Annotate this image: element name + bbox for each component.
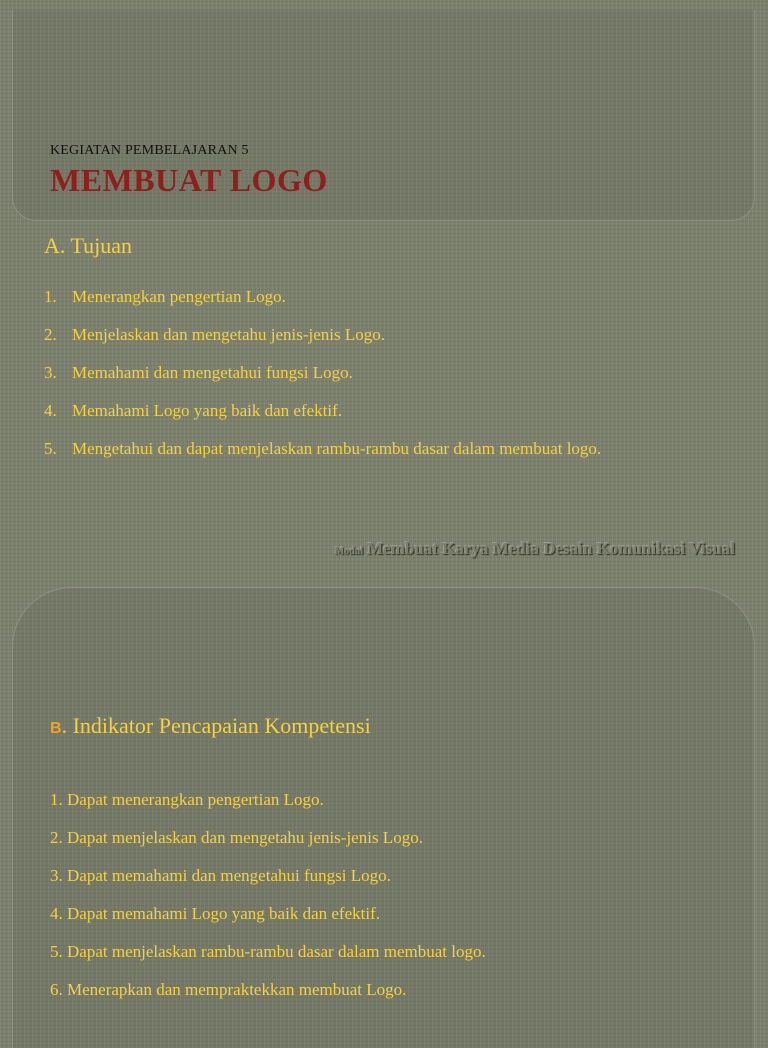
- page-title: MEMBUAT LOGO: [50, 162, 328, 198]
- list-item: 1. Dapat menerangkan pengertian Logo.: [50, 790, 324, 809]
- list-item: [44, 278, 724, 316]
- list-number: 1.: [44, 287, 57, 306]
- section-heading-text: . Indikator Pencapaian Kompetensi: [61, 713, 371, 738]
- list-item: [44, 354, 724, 392]
- list-item: 5. Dapat menjelaskan rambu-rambu dasar dalam membuat logo.: [50, 942, 486, 961]
- list-item: [44, 316, 724, 354]
- slide-indikator: [0, 585, 768, 1024]
- module-footer: [335, 539, 735, 559]
- list-item: 4. Dapat memahami Logo yang baik dan efektif.: [50, 904, 380, 923]
- tujuan-list: [44, 278, 724, 468]
- list-text: Mengetahui dan dapat menjelaskan rambu-rambu dasar dalam membuat logo.: [72, 439, 602, 458]
- footer-small-label: Modul: [334, 546, 364, 557]
- section-letter: B: [50, 720, 62, 737]
- section-heading-indikator: [50, 713, 371, 739]
- section-heading-tujuan: A. Tujuan: [44, 233, 133, 258]
- list-number: 4.: [44, 401, 57, 420]
- indikator-list: [50, 781, 730, 1009]
- list-text: Memahami dan mengetahui fungsi Logo.: [72, 363, 353, 382]
- list-item: 6. Menerapkan dan mempraktekkan membuat Logo.: [50, 980, 407, 999]
- list-number: 3.: [44, 363, 57, 382]
- list-text: Menjelaskan dan mengetahu jenis-jenis Logo.: [72, 325, 385, 344]
- lesson-kicker: KEGIATAN PEMBELAJARAN 5: [50, 143, 249, 158]
- list-number: 5.: [44, 439, 57, 458]
- list-item: 2. Dapat menjelaskan dan mengetahu jenis-jenis Logo.: [50, 828, 423, 847]
- list-text: Menerangkan pengertian Logo.: [72, 287, 286, 306]
- list-item: 3. Dapat memahami dan mengetahui fungsi Logo.: [50, 866, 391, 885]
- list-item: [44, 430, 724, 468]
- footer-module-title: Membuat Karya Media Desain Komunikasi Visual: [367, 539, 735, 558]
- list-number: 2.: [44, 325, 57, 344]
- list-item: [44, 392, 724, 430]
- list-text: Memahami Logo yang baik dan efektif.: [72, 401, 343, 420]
